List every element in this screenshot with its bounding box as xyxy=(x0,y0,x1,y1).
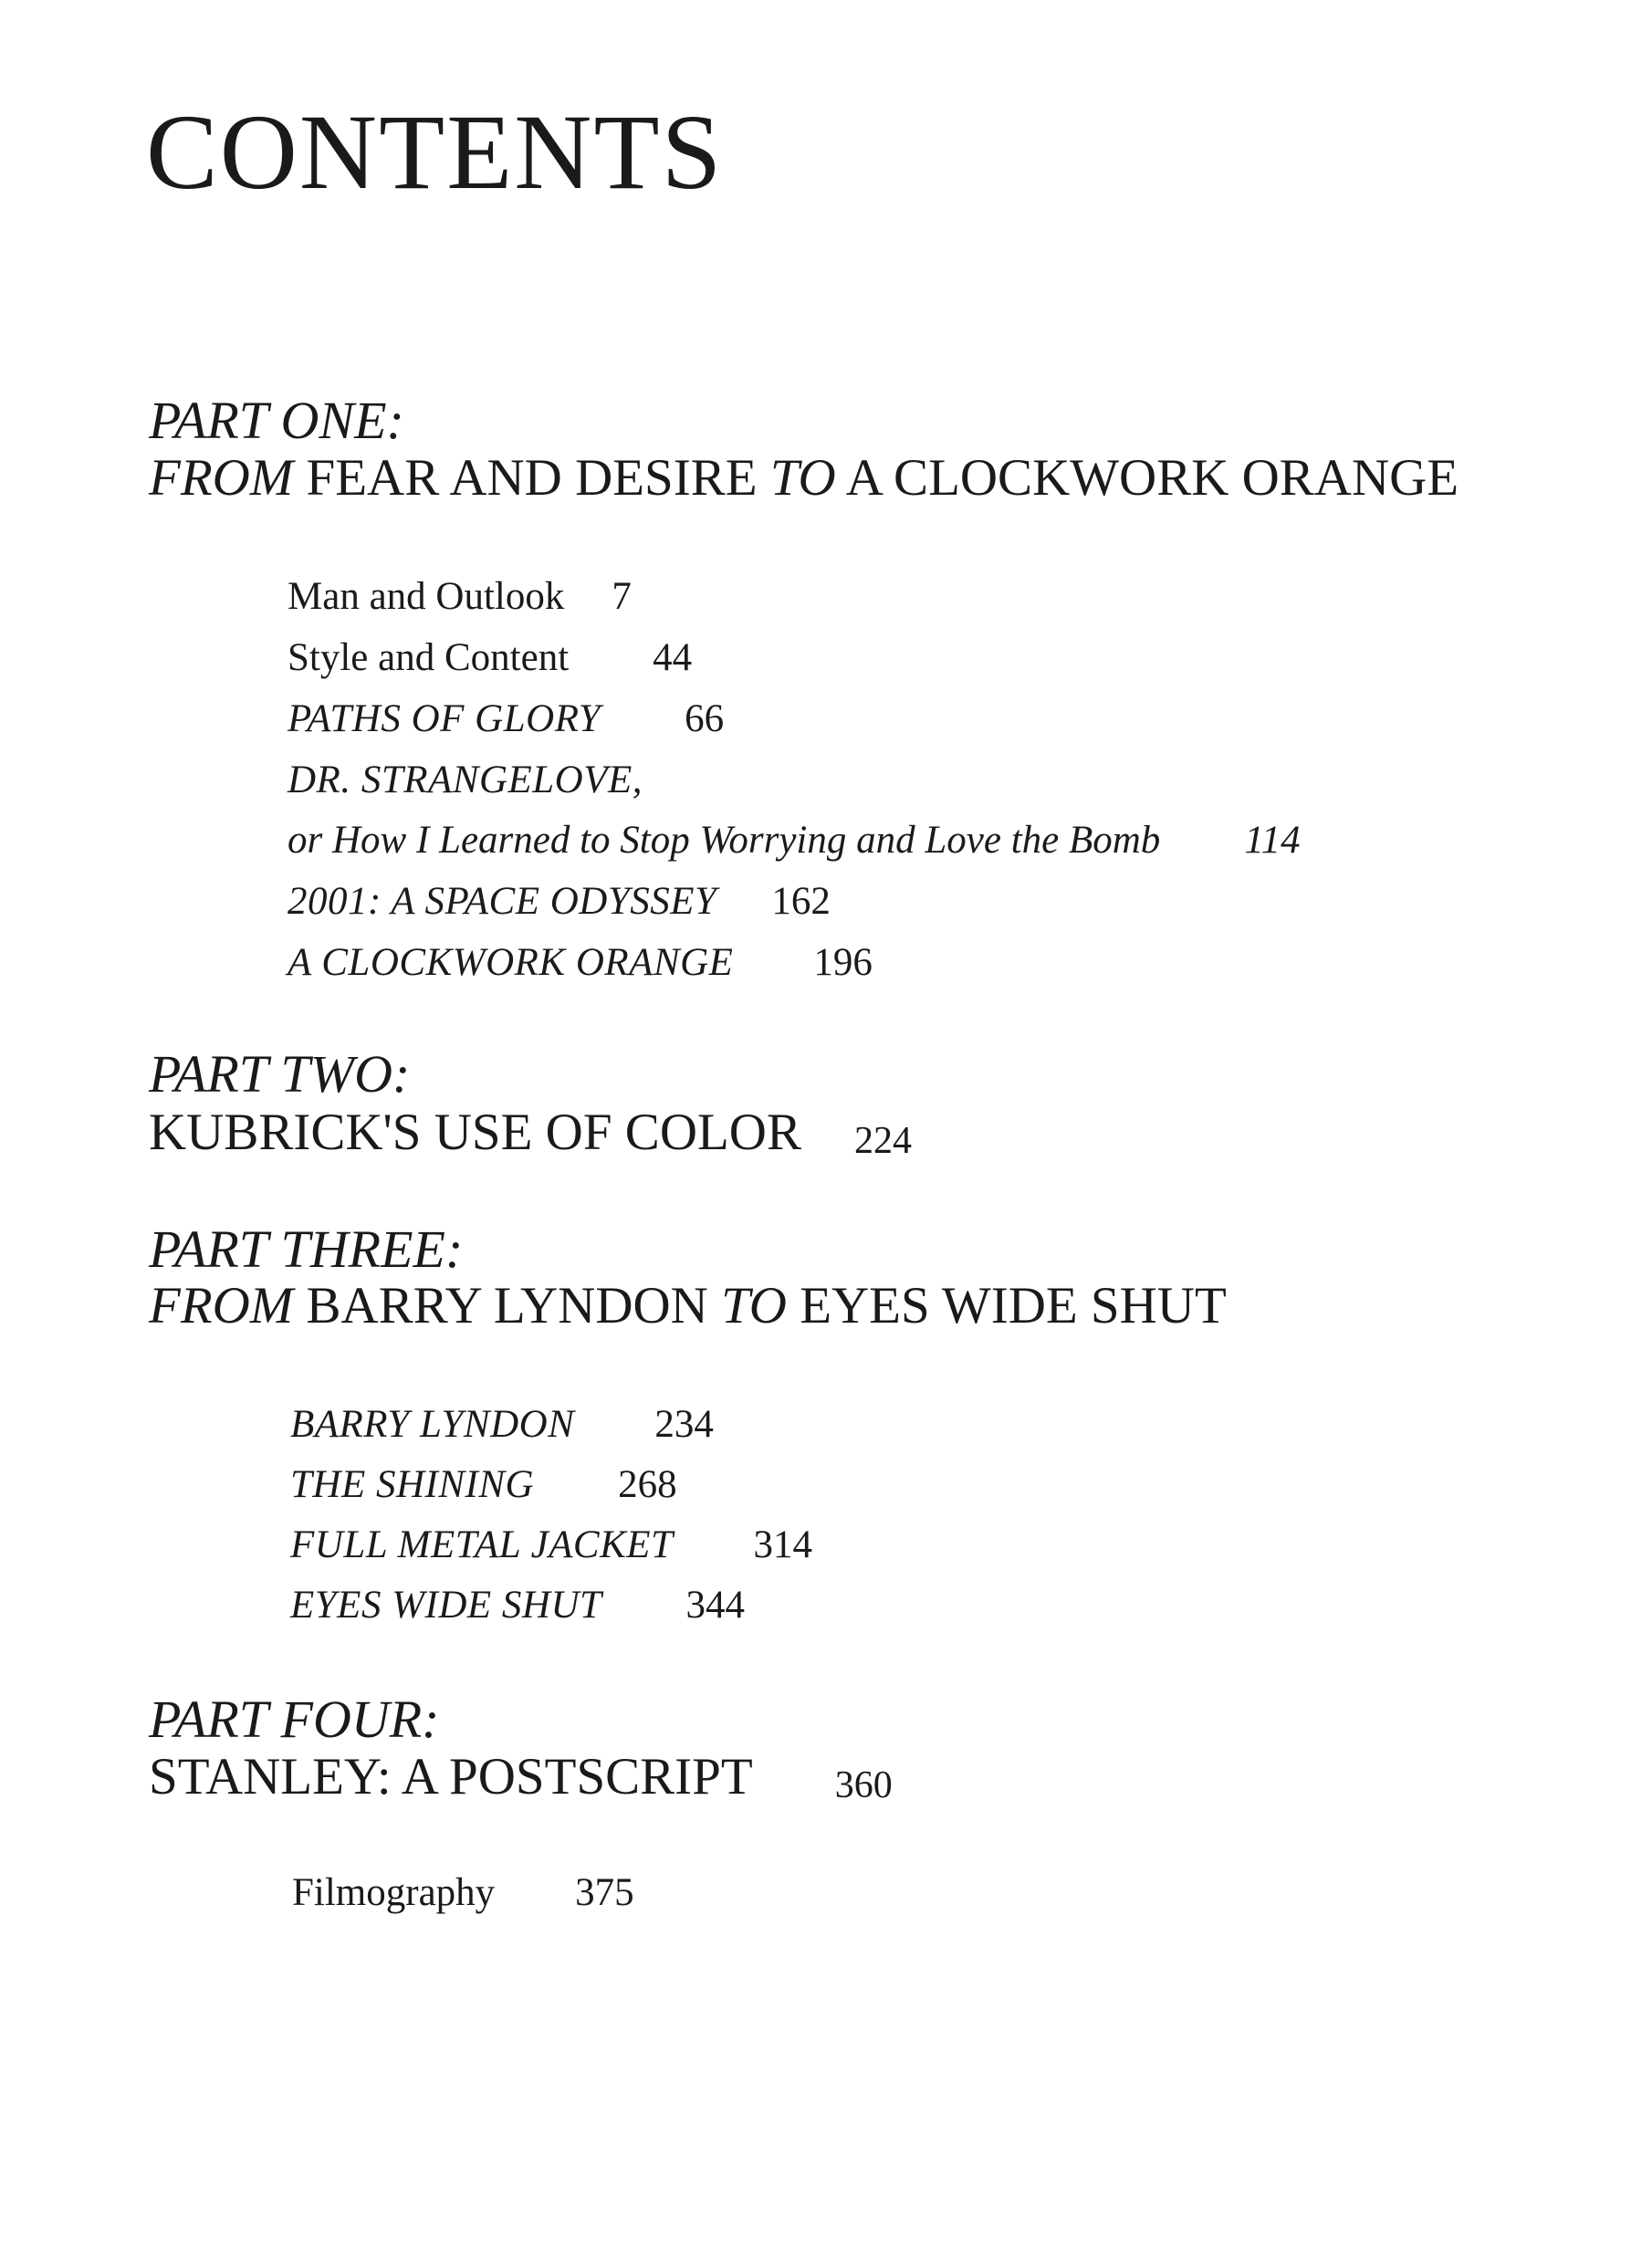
entry-title: 2001: A SPACE ODYSSEY xyxy=(288,880,717,923)
entry-title: BARRY LYNDON xyxy=(290,1403,575,1446)
entry-subtitle: or How I Learned to Stop Worrying and Love the Bomb xyxy=(288,819,1161,862)
entry-page: 268 xyxy=(618,1463,677,1506)
entry-title: THE SHINING xyxy=(290,1463,535,1506)
entry-page: 314 xyxy=(753,1523,812,1566)
heading-page: 360 xyxy=(834,1764,893,1806)
toc-entry-the-shining[interactable] xyxy=(290,1465,677,1504)
toc-entry-man-and-outlook[interactable] xyxy=(288,577,632,616)
entry-title: EYES WIDE SHUT xyxy=(290,1584,602,1627)
toc-entry-dr-strangelove-subtitle[interactable] xyxy=(288,821,1301,860)
heading-film-a: BARRY LYNDON xyxy=(306,1277,708,1334)
entry-page: 162 xyxy=(771,880,831,923)
heading-to: TO xyxy=(721,1277,787,1334)
part-one-label: PART ONE: xyxy=(149,391,404,450)
entry-title: Filmography xyxy=(292,1871,496,1914)
heading-film-a: FEAR AND DESIRE xyxy=(306,449,758,507)
entry-page: 44 xyxy=(653,636,693,679)
heading-from: FROM xyxy=(149,1277,294,1334)
entry-page: 7 xyxy=(612,575,632,618)
part-three-label: PART THREE: xyxy=(149,1219,464,1279)
toc-entry-style-and-content[interactable] xyxy=(288,638,692,677)
heading-page: 224 xyxy=(853,1120,912,1162)
entry-page: 66 xyxy=(685,697,725,740)
part-two-heading[interactable] xyxy=(149,1106,912,1160)
toc-entry-full-metal-jacket[interactable] xyxy=(290,1525,812,1565)
heading-text: KUBRICK'S USE OF COLOR xyxy=(149,1104,801,1161)
part-two-label: PART TWO: xyxy=(149,1044,411,1104)
entry-title: A CLOCKWORK ORANGE xyxy=(288,941,734,984)
entry-page: 196 xyxy=(813,941,873,984)
part-four-heading[interactable] xyxy=(149,1748,893,1806)
heading-to: TO xyxy=(769,449,836,507)
heading-film-b: EYES WIDE SHUT xyxy=(800,1277,1227,1334)
entry-page: 375 xyxy=(575,1871,634,1914)
heading-from: FROM xyxy=(149,449,294,507)
entry-page: 344 xyxy=(685,1584,745,1627)
part-one-heading xyxy=(149,449,1459,507)
entry-title: PATHS OF GLORY xyxy=(288,697,601,740)
toc-entry-dr-strangelove[interactable] xyxy=(288,760,643,800)
toc-entry-2001[interactable] xyxy=(288,882,831,921)
entry-title: Man and Outlook xyxy=(288,575,565,618)
heading-text: STANLEY: A POSTSCRIPT xyxy=(149,1748,753,1805)
toc-entry-filmography[interactable] xyxy=(292,1873,634,1912)
part-three-heading xyxy=(149,1277,1227,1334)
entry-title: DR. STRANGELOVE, xyxy=(288,759,643,801)
entry-page: 114 xyxy=(1244,819,1301,862)
toc-entry-barry-lyndon[interactable] xyxy=(290,1405,714,1444)
entry-title: Style and Content xyxy=(288,636,570,679)
toc-entry-eyes-wide-shut[interactable] xyxy=(290,1585,745,1625)
entry-page: 234 xyxy=(654,1403,714,1446)
toc-entry-paths-of-glory[interactable] xyxy=(288,699,724,738)
page-title: CONTENTS xyxy=(146,92,724,212)
entry-title: FULL METAL JACKET xyxy=(290,1523,674,1566)
heading-film-b: A CLOCKWORK ORANGE xyxy=(845,449,1459,507)
part-four-label: PART FOUR: xyxy=(149,1690,440,1749)
toc-entry-a-clockwork-orange[interactable] xyxy=(288,943,873,982)
